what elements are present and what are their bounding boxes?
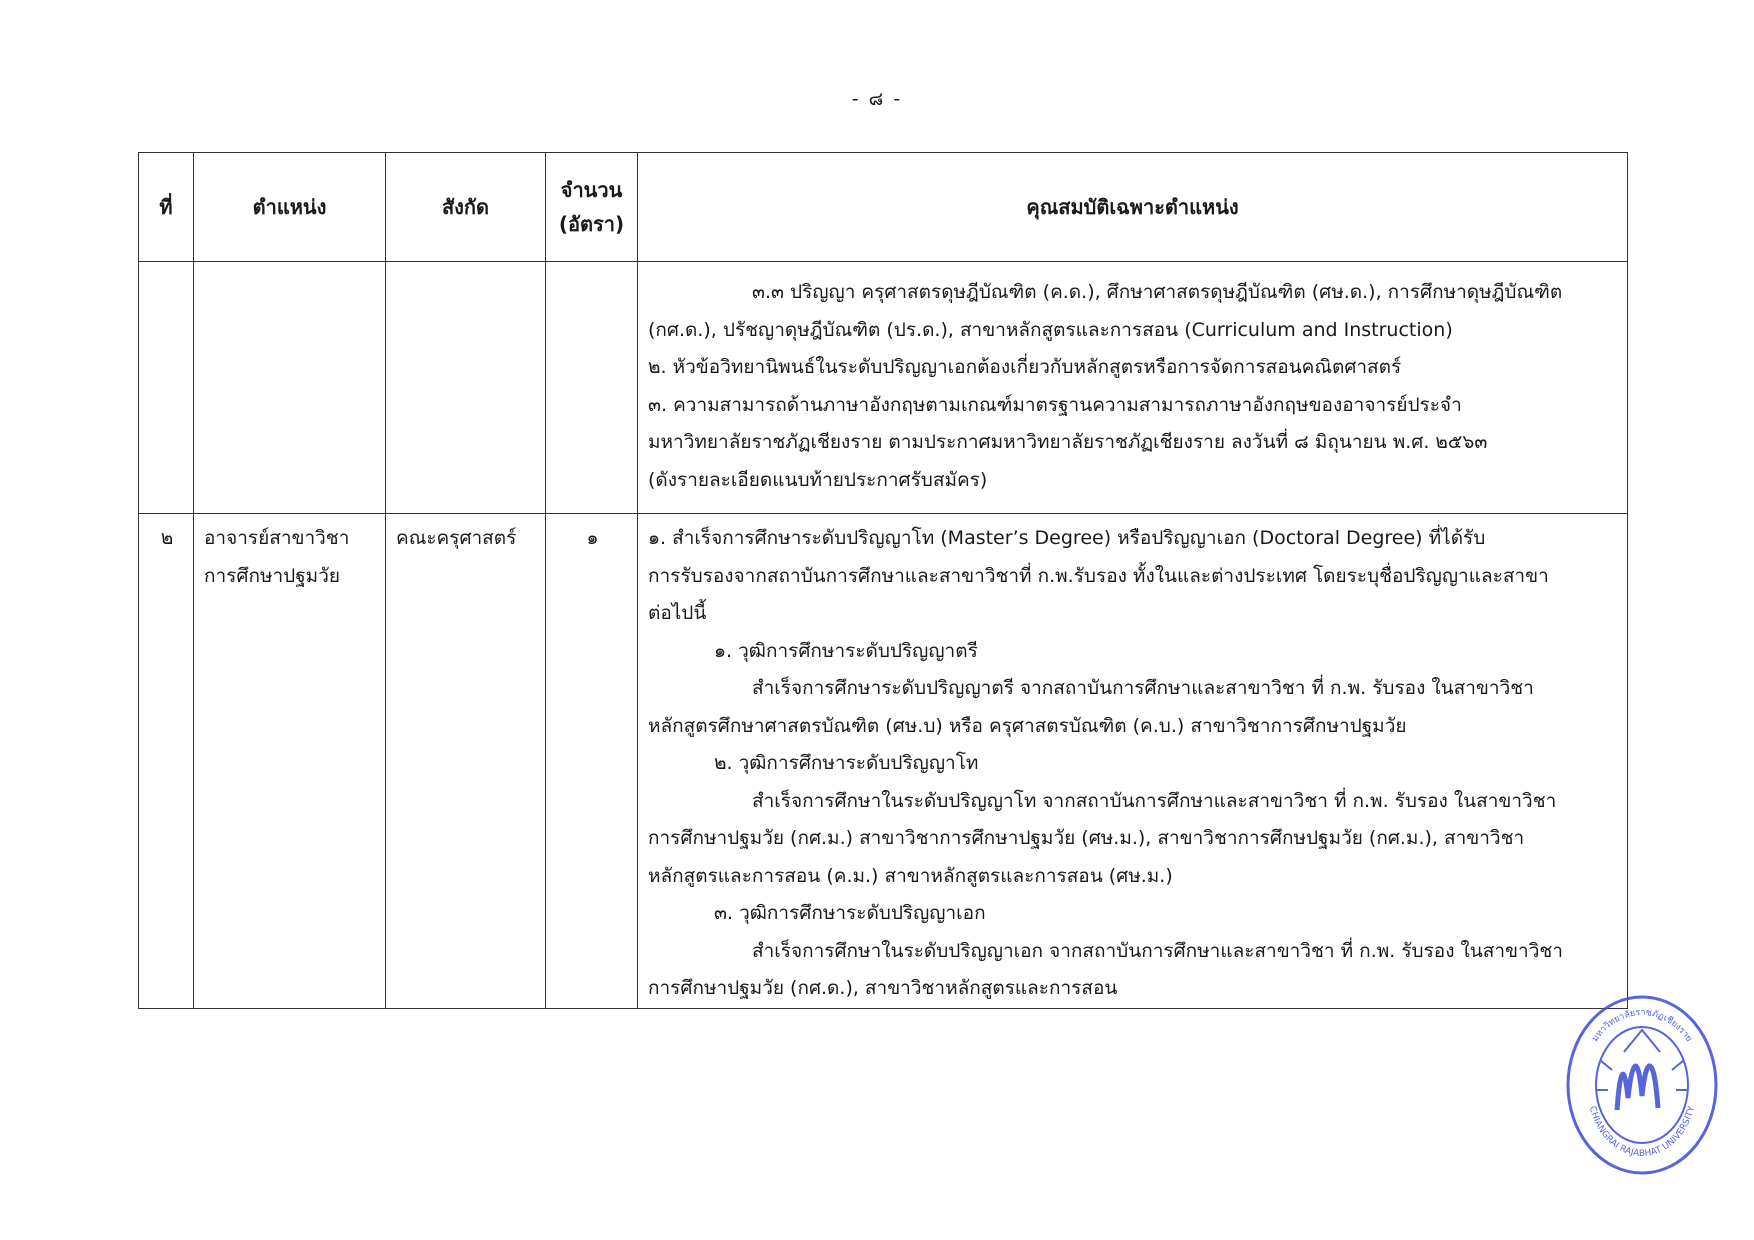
qualification-line: สำเร็จการศึกษาในระดับปริญญาโท จากสถาบันการศึกษาและสาขาวิชา ที่ ก.พ. รับรอง ในสาขาวิชา (752, 789, 1557, 812)
row1-qualifications (638, 262, 1628, 514)
header-department: สังกัด (386, 153, 546, 262)
qualification-line: การศึกษาปฐมวัย (กศ.ม.) สาขาวิชาการศึกษาปฐมวัย (ศษ.ม.), สาขาวิชาการศึกษปฐมวัย (กศ.ม.), สาขาวิชา (648, 827, 1525, 849)
svg-text:มหาวิทยาลัยราชภัฏเชียงราย (1590, 1008, 1693, 1044)
header-position: ตำแหน่ง (194, 153, 386, 262)
header-count (546, 153, 638, 262)
qualification-line: หลักสูตรและการสอน (ค.ม.) สาขาหลักสูตรและการสอน (ศษ.ม.) (648, 864, 1173, 887)
header-no: ที่ (139, 153, 194, 262)
qualification-subheading: ๓. วุฒิการศึกษาระดับปริญญาเอก (714, 902, 986, 924)
qualification-line: สำเร็จการศึกษาในระดับปริญญาเอก จากสถาบันการศึกษาและสาขาวิชา ที่ ก.พ. รับรอง ในสาขาวิชา (752, 939, 1563, 962)
stamp-text-bottom: CHIANGRAI RAJABHAT UNIVERSITY (1586, 1105, 1698, 1160)
qualification-line: ๓.๓ ปริญญา ครุศาสตรดุษฎีบัณฑิต (ค.ด.), ศึกษาศาสตรดุษฎีบัณฑิต (ศษ.ด.), การศึกษาดุษฎีบัณฑิต (752, 281, 1563, 303)
qualification-subheading: ๑. วุฒิการศึกษาระดับปริญญาตรี (714, 639, 978, 662)
row1-position (194, 262, 386, 514)
row2-position-line2: การศึกษาปฐมวัย (204, 564, 341, 587)
stamp-text-top: มหาวิทยาลัยราชภัฏเชียงราย (1590, 1007, 1694, 1044)
table-header-row (139, 153, 1628, 262)
qualification-line: (ดังรายละเอียดแนบท้ายประกาศรับสมัคร) (648, 468, 988, 491)
qualification-line: การศึกษาปฐมวัย (กศ.ด.), สาขาวิชาหลักสูตรและการสอน (648, 977, 1118, 999)
svg-text:CHIANGRAI RAJABHAT UNIVERSITY (1587, 1105, 1697, 1159)
row2-count: ๑ (546, 514, 638, 1009)
qualification-line: ๑. สำเร็จการศึกษาระดับปริญญาโท (Master’s Degree) หรือปริญญาเอก (Doctoral Degree) ที่ได้รับ (648, 527, 1486, 549)
header-count-line1: จำนวน (560, 178, 623, 202)
qualification-line: (กศ.ด.), ปรัชญาดุษฎีบัณฑิต (ปร.ด.), สาขาหลักสูตรและการสอน (Curriculum and Instruction) (648, 318, 1453, 341)
university-seal-stamp (1562, 990, 1722, 1180)
qualification-line: การรับรองจากสถาบันการศึกษาและสาขาวิชาที่ ก.พ.รับรอง ทั้งในและต่างประเทศ โดยระบุชื่อปริญญาและสาขา (648, 564, 1549, 587)
page-number: - ๘ - (851, 88, 903, 110)
qualification-line: ต่อไปนี้ (648, 602, 707, 624)
table-row (139, 262, 1628, 514)
row2-qualifications (638, 514, 1628, 1009)
table-row (139, 514, 1628, 1009)
row2-department: คณะครุศาสตร์ (386, 514, 546, 1009)
qualification-line: ๓. ความสามารถด้านภาษาอังกฤษตามเกณฑ์มาตรฐานความสามารถภาษาอังกฤษของอาจารย์ประจำ (648, 393, 1462, 416)
row1-department (386, 262, 546, 514)
qualifications-table (138, 152, 1628, 1009)
header-count-line2: (อัตรา) (558, 212, 625, 236)
qualification-subheading: ๒. วุฒิการศึกษาระดับปริญญาโท (714, 752, 979, 774)
row2-no: ๒ (139, 514, 194, 1009)
qualification-line: หลักสูตรศึกษาศาสตรบัณฑิต (ศษ.บ) หรือ ครุศาสตรบัณฑิต (ค.บ.) สาขาวิชาการศึกษาปฐมวัย (648, 714, 1407, 737)
row2-position-line1: อาจารย์สาขาวิชา (204, 527, 350, 549)
qualification-line: ๒. หัวข้อวิทยานิพนธ์ในระดับปริญญาเอกต้องเกี่ยวกับหลักสูตรหรือการจัดการสอนคณิตศาสตร์ (648, 356, 1402, 378)
row1-count (546, 262, 638, 514)
header-qualifications: คุณสมบัติเฉพาะตำแหน่ง (638, 153, 1628, 262)
row1-no (139, 262, 194, 514)
qualification-line: สำเร็จการศึกษาระดับปริญญาตรี จากสถาบันการศึกษาและสาขาวิชา ที่ ก.พ. รับรอง ในสาขาวิชา (752, 677, 1534, 699)
qualification-line: มหาวิทยาลัยราชภัฏเชียงราย ตามประกาศมหาวิทยาลัยราชภัฏเชียงราย ลงวันที่ ๘ มิถุนายน พ.ศ. ๒๕๖๓ (648, 431, 1488, 453)
row2-position (194, 514, 386, 1009)
seal-icon (1568, 997, 1716, 1173)
